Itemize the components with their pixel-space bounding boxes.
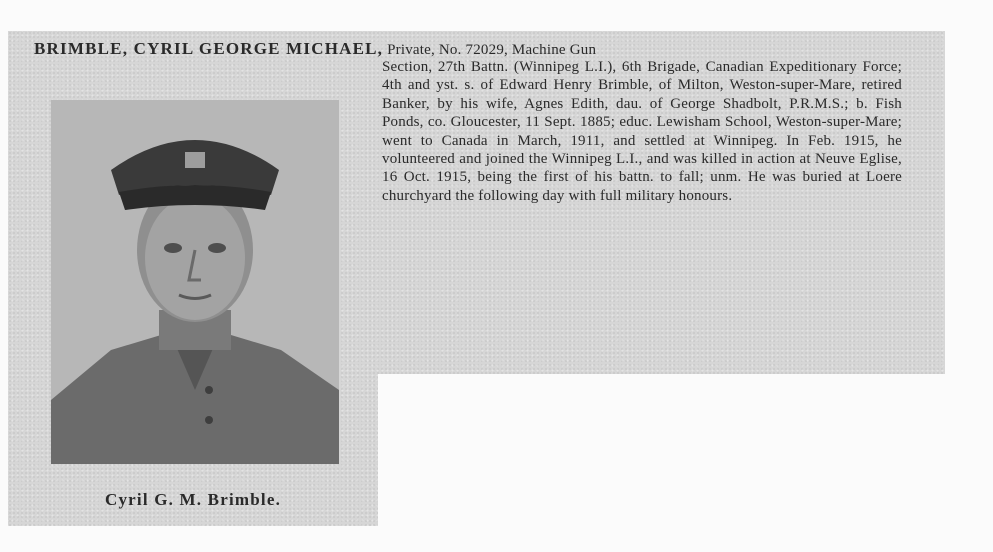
subject-name: BRIMBLE, CYRIL GEORGE MICHAEL,	[34, 39, 384, 58]
obituary-text: Section, 27th Battn. (Winnipeg L.I.), 6th Brigade, Canadian Expeditionary Force; 4th and yst. s. of Edward Henry Brimble, of Milton, Weston-super-Mare, retired Banker, by his wife, Agnes Edith, dau. of George Shadbolt, P.R.M.S.; b. Fish Ponds, co. Gloucester, 11 Sept. 1885; educ. Lewisham School, Weston-super-Mare; went to Canada in March, 1911, and settled at Winnipeg. In Feb. 1915, he volunteered and joined the Winnipeg L.I., and was killed in action at Neuve Eglise, 16 Oct. 1915, being the first of his battn. to fall; unm. He was buried at Loere churchyard the following day with full military honours.	[382, 59, 902, 204]
obituary-heading-line	[34, 40, 902, 60]
rank-and-number: Private, No. 72029, Machine Gun	[387, 42, 597, 58]
photo-caption: Cyril G. M. Brimble.	[104, 490, 282, 509]
portrait-photo	[51, 100, 339, 464]
